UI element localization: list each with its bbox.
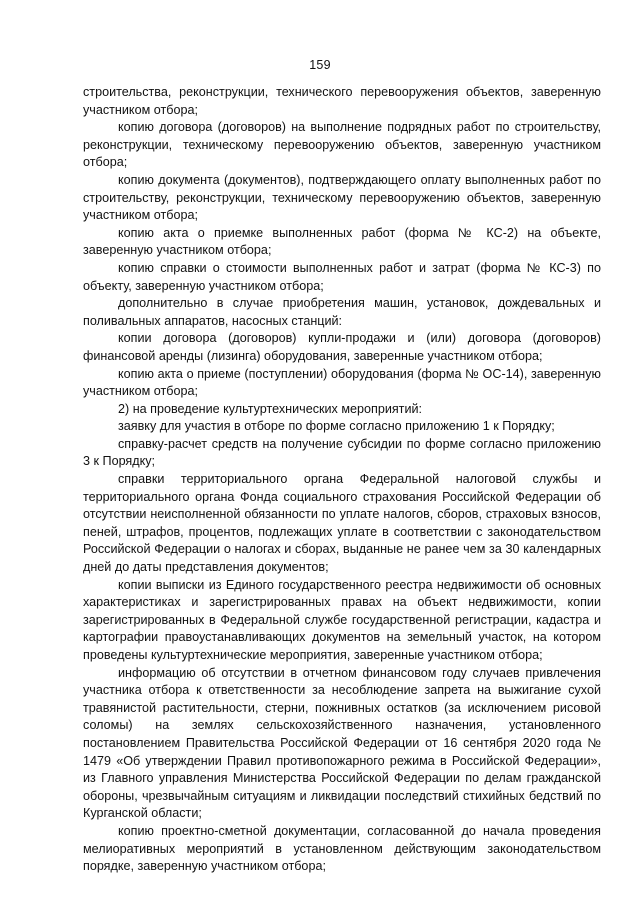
- paragraph-9: 2) на проведение культуртехнических мероприятий:: [118, 401, 423, 416]
- paragraph-3: копию документа (документов), подтверждающего оплату выполненных работ по строительству, реконструкции, техническому перевооружению объектов, заверенную участником отбора;: [83, 172, 601, 223]
- paragraph-15: копию проектно-сметной документации, согласованной до начала проведения мелиоративных мероприятий в установленном действующим законодательством порядке, заверенную участником отбора;: [83, 823, 601, 874]
- paragraph-5: копию справки о стоимости выполненных работ и затрат (форма № КС-3) по объекту, заверенную участником отбора;: [83, 260, 601, 293]
- paragraph-11: справку-расчет средств на получение субсидии по форме согласно приложению 3 к Порядку;: [83, 436, 601, 469]
- page-number: 159: [309, 58, 331, 72]
- paragraph-10: заявку для участия в отборе по форме согласно приложению 1 к Порядку;: [118, 419, 555, 434]
- document-body: [83, 84, 601, 876]
- paragraph-8: копию акта о приеме (поступлении) оборудования (форма № ОС-14), заверенную участником отбора;: [83, 366, 601, 399]
- paragraph-7: копии договора (договоров) купли-продажи и (или) договора (договоров) финансовой аренды (лизинга) оборудования, заверенные участником отбора;: [83, 331, 601, 363]
- paragraph-6: дополнительно в случае приобретения машин, установок, дождевальных и поливальных аппаратов, насосных станций:: [83, 296, 601, 328]
- paragraph-12: справки территориального органа Федеральной налоговой службы и территориального органа Фонда социального страхования Российской Федерации об отсутствии неисполненной обязанности по уплате налогов, сборов, страховых взносов, пеней, штрафов, процентов, подлежащих уплате в соответствии с законодательством Российской Федерации о налогах и сборах, выданные не ранее чем за 30 календарных дней до даты представления документов;: [83, 472, 601, 575]
- paragraph-2: копию договора (договоров) на выполнение подрядных работ по строительству, реконструкции, техническому перевооружению объектов, заверенную участником отбора;: [83, 120, 601, 170]
- paragraph-4: копию акта о приемке выполненных работ (форма № КС-2) на объекте, заверенную участником отбора;: [83, 225, 601, 258]
- paragraph-1: строительства, реконструкции, технического перевооружения объектов, заверенную участником отбора;: [83, 85, 601, 117]
- paragraph-14: информацию об отсутствии в отчетном финансовом году случаев привлечения участника отбора к ответственности за несоблюдение запрета на выжигание сухой травянистой растительности, стерни, пожнивных остатков (за исключением рисовой соломы) на землях сельскохозяйственного назначения, установленного постановлением Правительства Российской Федерации от 16 сентября 2020 года № 1479 «Об утверждении Правил противопожарного режима в Российской Федерации», из Главного управления Министерства Российской Федерации по делам гражданской обороны, чрезвычайным ситуациям и ликвидации последствий стихийных бедствий по Курганской области;: [83, 665, 601, 821]
- paragraph-13: копии выписки из Единого государственного реестра недвижимости об основных характеристиках и зарегистрированных правах на объект недвижимости, копии зарегистрированных в Федеральной службе государственной регистрации, кадастра и картографии правоустанавливающих документов на земельный участок, на котором проведены культуртехнические мероприятия, заверенные участником отбора;: [83, 577, 601, 662]
